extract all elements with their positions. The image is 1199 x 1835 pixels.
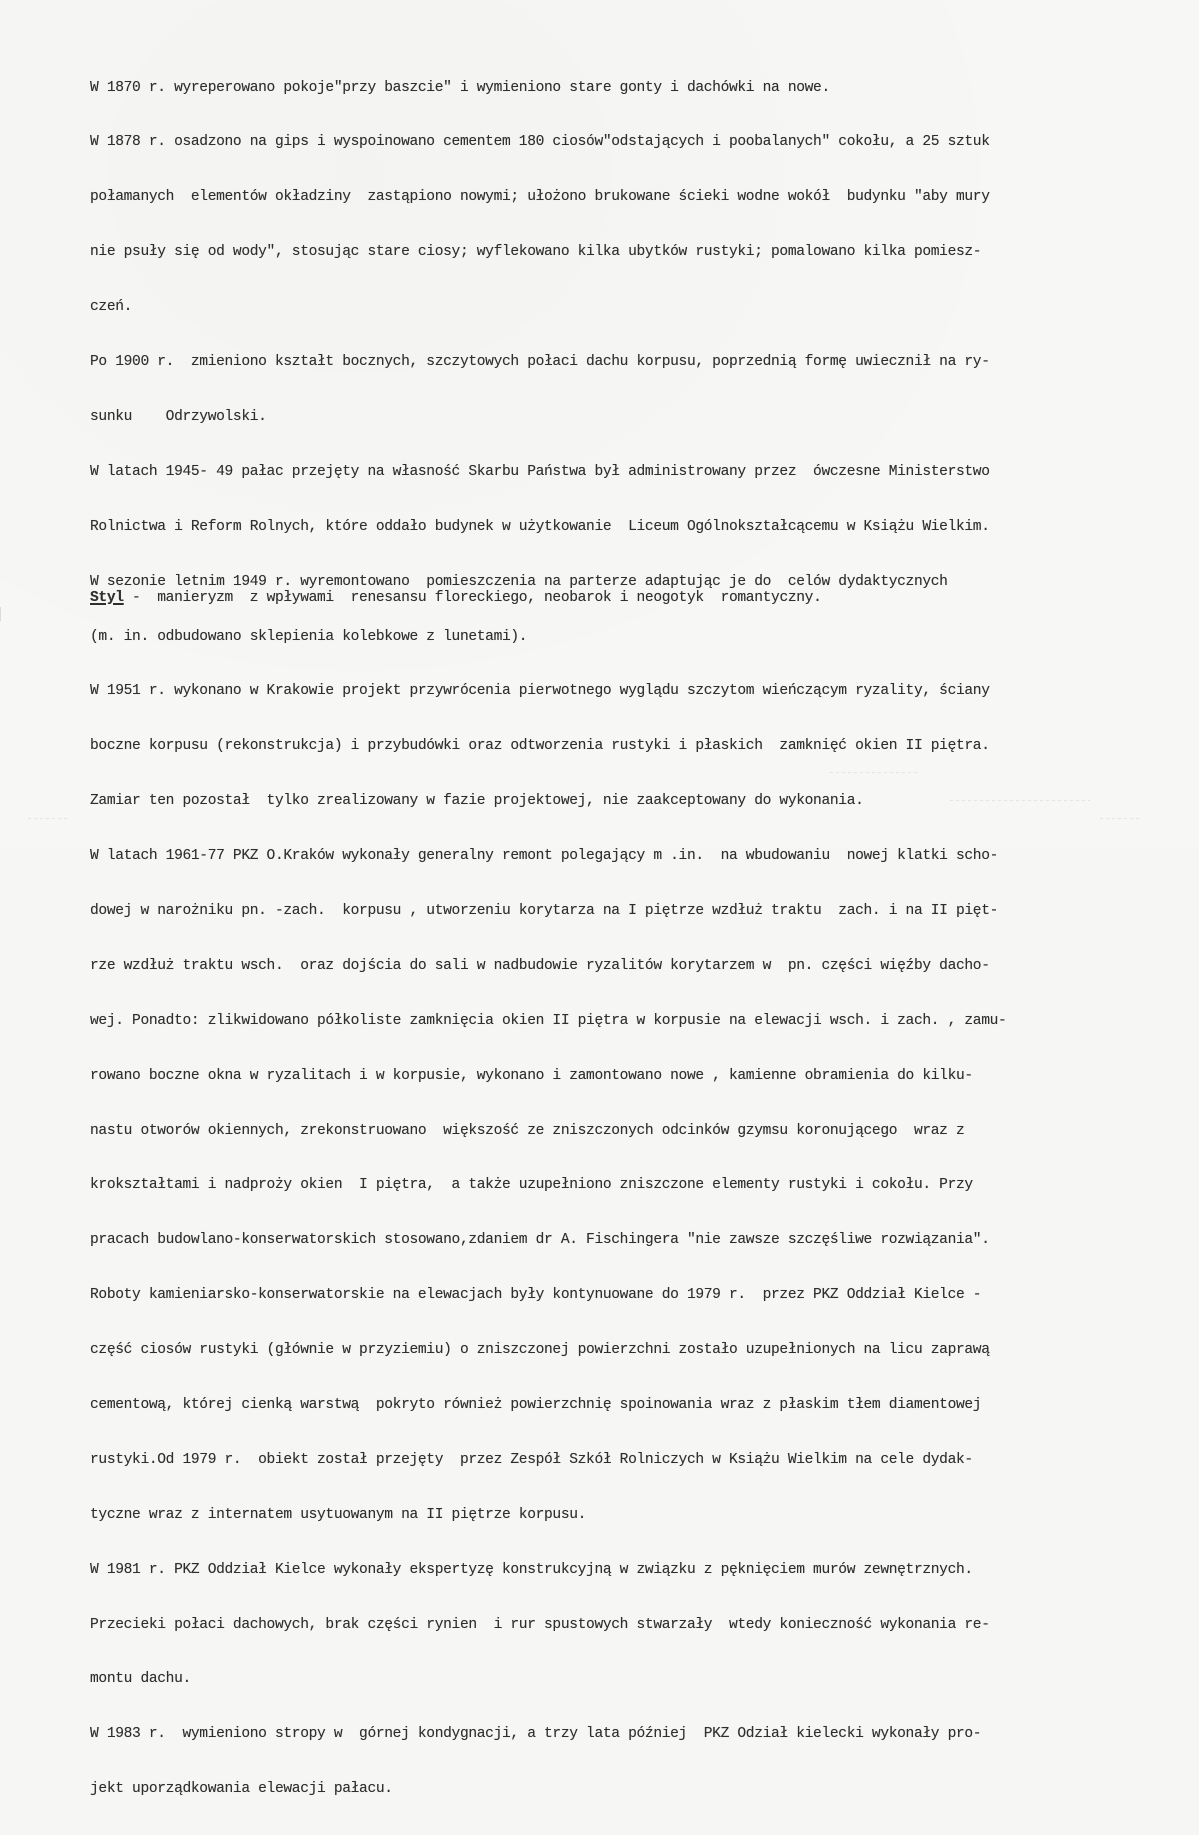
text-line: sunku Odrzywolski. [90, 408, 267, 425]
text-line: dowej w narożniku pn. -zach. korpusu , utworzeniu korytarza na I piętrze wzdłuż traktu zach. i na II pięt- [90, 902, 999, 919]
text-line: Przecieki połaci dachowych, brak części rynien i rur spustowych stwarzały wtedy konieczność wykonania re- [90, 1616, 990, 1633]
bleed-through-mark [28, 818, 68, 819]
text-line: boczne korpusu (rekonstrukcja) i przybudówki oraz odtworzenia rustyki i płaskich zamknięć okien II piętra. [90, 738, 990, 755]
text-line: cementową, której cienką warstwą pokryto również powierzchnię spoinowania wraz z płaskim tłem diamentowej [90, 1396, 982, 1413]
text-line: rustyki.Od 1979 r. obiekt został przejęty przez Zespół Szkół Rolniczych w Książu Wielkim na cele dydak- [90, 1451, 973, 1468]
text-line: W sezonie letnim 1949 r. wyremontowano pomieszczenia na parterze adaptując je do celów dydaktycznych [90, 573, 948, 590]
text-line: nastu otworów okiennych, zrekonstruowano większość ze zniszczonych odcinków gzymsu koronującego wraz z [90, 1122, 965, 1139]
style-description: - manieryzm z wpływami renesansu floreckiego, neobarok i neogotyk romantyczny. [123, 590, 822, 606]
bleed-through-mark [830, 772, 920, 773]
text-line: krokształtami i nadproży okien I piętra, a także uzupełniono zniszczone elementy rustyki i cokołu. Przy [90, 1177, 973, 1194]
text-line: czeń. [90, 299, 133, 316]
bleed-through-mark [1100, 818, 1140, 819]
text-line: Po 1900 r. zmieniono kształt bocznych, szczytowych połaci dachu korpusu, poprzednią formę uwiecznił na ry- [90, 354, 990, 371]
text-line: rowano boczne okna w ryzalitach i w korpusie, wykonano i zamontowano nowe , kamienne obramienia do kilku- [90, 1067, 973, 1084]
text-line: rze wzdłuż traktu wsch. oraz dojścia do sali w nadbudowie ryzalitów korytarzem w pn. części więźby dacho- [90, 957, 990, 974]
text-line: W 1983 r. wymieniono stropy w górnej kondygnacji, a trzy lata później PKZ Odział kielecki wykonały pro- [90, 1726, 982, 1743]
text-line: (m. in. odbudowano sklepienia kolebkowe z lunetami). [90, 628, 528, 645]
document-body [90, 42, 1180, 1835]
text-line: część ciosów rustyki (głównie w przyziemiu) o zniszczonej powierzchni zostało uzupełnionych na licu zaprawą [90, 1342, 990, 1359]
style-label: Styl [90, 590, 124, 606]
text-line: tyczne wraz z internatem usytuowanym na II piętrze korpusu. [90, 1506, 587, 1523]
text-line: pracach budowlano-konserwatorskich stosowano,zdaniem dr A. Fischingera "nie zawsze szczęśliwe rozwiązania". [90, 1232, 990, 1249]
text-line: Zamiar ten pozostał tylko zrealizowany w fazie projektowej, nie zaakceptowany do wykonania. [90, 793, 864, 810]
page-edge-mark [0, 607, 7, 621]
text-line: Roboty kamieniarsko-konserwatorskie na elewacjach były kontynuowane do 1979 r. przez PKZ Oddział Kielce - [90, 1287, 982, 1304]
text-line: jekt uporządkowania elewacji pałacu. [90, 1781, 393, 1798]
text-line: nie psuły się od wody", stosując stare ciosy; wyflekowano kilka ubytków rustyki; pomalowano kilka pomiesz- [90, 244, 982, 261]
text-line: W latach 1961-77 PKZ O.Kraków wykonały generalny remont polegający m .in. na wbudowaniu nowej klatki scho- [90, 848, 999, 865]
text-line: montu dachu. [90, 1671, 191, 1688]
text-line: W 1870 r. wyreperowano pokoje"przy baszcie" i wymieniono stare gonty i dachówki na nowe. [90, 79, 830, 96]
text-line: W 1981 r. PKZ Oddział Kielce wykonały ekspertyzę konstrukcyjną w związku z pęknięciem murów zewnętrznych. [90, 1561, 973, 1578]
bleed-through-mark [950, 800, 1090, 801]
text-line: połamanych elementów okładziny zastąpiono nowymi; ułożono brukowane ścieki wodne wokół budynku "aby mury [90, 189, 990, 206]
text-line: Rolnictwa i Reform Rolnych, które oddało budynek w użytkowanie Liceum Ogólnokształcącemu w Książu Wielkim. [90, 518, 990, 535]
text-line: wej. Ponadto: zlikwidowano półkoliste zamknięcia okien II piętra w korpusie na elewacji wsch. i zach. , zamu- [90, 1012, 1007, 1029]
text-line: W 1878 r. osadzono na gips i wyspoinowano cementem 180 ciosów"odstających i poobalanych" cokołu, a 25 sztuk [90, 134, 990, 151]
text-line: W latach 1945- 49 pałac przejęty na własność Skarbu Państwa był administrowany przez ówczesne Ministerstwo [90, 463, 990, 480]
text-line: W 1951 r. wykonano w Krakowie projekt przywrócenia pierwotnego wyglądu szczytom wieńczącym ryzality, ściany [90, 683, 990, 700]
style-summary-line [90, 589, 821, 607]
